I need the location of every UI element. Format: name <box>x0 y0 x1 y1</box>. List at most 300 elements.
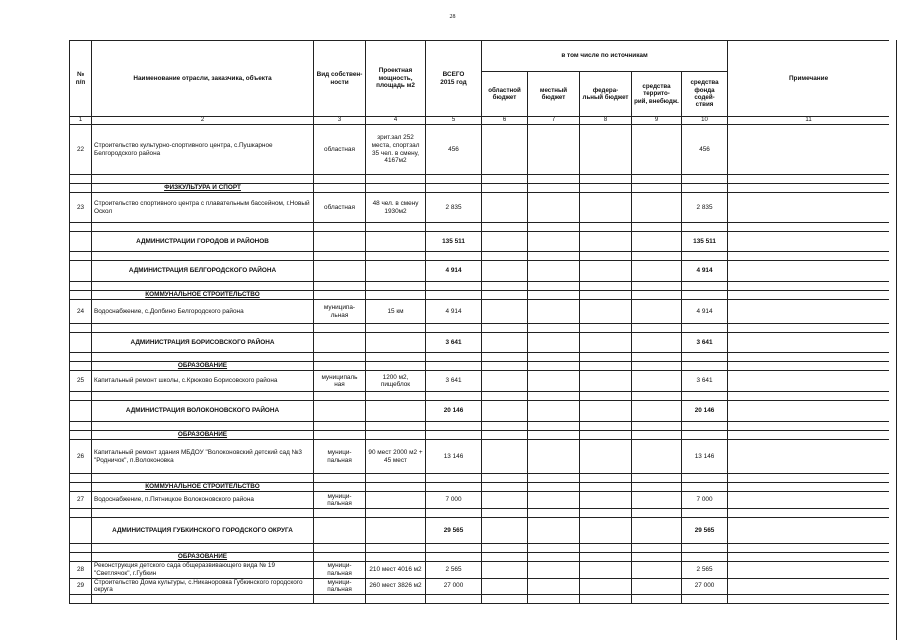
empty-cell <box>366 252 426 261</box>
empty-cell <box>632 518 682 544</box>
row-number: 23 <box>70 193 92 223</box>
empty-cell <box>632 553 682 562</box>
empty-cell <box>314 392 366 401</box>
empty-cell <box>528 401 580 422</box>
empty-cell <box>580 184 632 193</box>
assistance-fund: 4 914 <box>682 300 728 324</box>
empty-cell <box>632 282 682 291</box>
empty-cell <box>482 333 528 353</box>
empty-cell <box>482 261 528 282</box>
empty-cell <box>580 431 632 440</box>
empty-cell <box>682 324 728 333</box>
note <box>728 333 889 353</box>
empty-cell <box>682 282 728 291</box>
empty-cell <box>482 291 528 300</box>
project-capacity: 90 мест 2000 м2 + 45 мест <box>366 440 426 474</box>
empty-cell <box>528 232 580 252</box>
section-title: КОММУНАЛЬНОЕ СТРОИТЕЛЬСТВО <box>92 291 314 300</box>
note <box>728 440 889 474</box>
project-capacity <box>366 401 426 422</box>
empty-cell <box>728 353 889 362</box>
federal-budget <box>580 193 632 223</box>
ownership-type: муниципаль ная <box>314 371 366 392</box>
table-row-blank <box>70 282 890 291</box>
header-capacity: Проектная мощность, площадь м2 <box>366 41 426 117</box>
empty-cell <box>580 261 632 282</box>
empty-cell <box>366 474 426 483</box>
empty-cell <box>682 594 728 603</box>
table-row-blank <box>70 392 890 401</box>
empty-cell <box>366 544 426 553</box>
empty-cell <box>728 175 889 184</box>
row-number: 22 <box>70 125 92 175</box>
table-row-item <box>70 492 890 509</box>
empty-cell <box>580 333 632 353</box>
empty-cell <box>426 324 482 333</box>
assistance-fund: 7 000 <box>682 492 728 509</box>
empty-cell <box>366 291 426 300</box>
regional-budget <box>482 578 528 594</box>
row-number <box>70 518 92 544</box>
ownership-type <box>314 261 366 282</box>
empty-cell <box>92 422 314 431</box>
table-row-section <box>70 431 890 440</box>
table-row-blank <box>70 175 890 184</box>
project-capacity <box>366 261 426 282</box>
empty-cell <box>482 483 528 492</box>
row-number: 26 <box>70 440 92 474</box>
table-row-total <box>70 401 890 422</box>
column-number: 1 <box>70 117 92 125</box>
row-number <box>70 553 92 562</box>
empty-cell <box>580 223 632 232</box>
assistance-fund: 135 511 <box>682 232 728 252</box>
empty-cell <box>682 252 728 261</box>
project-capacity: 15 км <box>366 300 426 324</box>
header-sources-group: в том числе по источникам <box>482 41 728 72</box>
empty-cell <box>314 362 366 371</box>
project-capacity <box>366 232 426 252</box>
empty-cell <box>92 544 314 553</box>
empty-cell <box>482 232 528 252</box>
local-budget <box>528 440 580 474</box>
note <box>728 232 889 252</box>
administration-title: АДМИНИСТРАЦИЯ БЕЛГОРОДСКОГО РАЙОНА <box>92 261 314 282</box>
note <box>728 371 889 392</box>
empty-cell <box>580 353 632 362</box>
empty-cell <box>528 261 580 282</box>
federal-budget <box>580 578 632 594</box>
table-row-blank <box>70 324 890 333</box>
empty-cell <box>528 474 580 483</box>
ownership-type <box>314 401 366 422</box>
header-local: местный бюджет <box>528 72 580 117</box>
empty-cell <box>682 422 728 431</box>
assistance-fund: 27 000 <box>682 578 728 594</box>
empty-cell <box>728 483 889 492</box>
table-row-section <box>70 291 890 300</box>
column-number: 10 <box>682 117 728 125</box>
total-2015: 2 835 <box>426 193 482 223</box>
empty-cell <box>580 232 632 252</box>
row-number <box>70 483 92 492</box>
empty-cell <box>482 353 528 362</box>
empty-cell <box>314 431 366 440</box>
assistance-fund: 29 565 <box>682 518 728 544</box>
empty-cell <box>314 324 366 333</box>
row-number <box>70 291 92 300</box>
empty-cell <box>632 252 682 261</box>
table-row-item <box>70 193 890 223</box>
table-row-blank <box>70 594 890 603</box>
local-budget <box>528 562 580 578</box>
empty-cell <box>366 594 426 603</box>
territorial-funds <box>632 562 682 578</box>
empty-cell <box>366 175 426 184</box>
administration-title: АДМИНИСТРАЦИЯ ВОЛОКОНОВСКОГО РАЙОНА <box>92 401 314 422</box>
header-num: № п/п <box>70 41 92 117</box>
empty-cell <box>314 184 366 193</box>
territorial-funds <box>632 578 682 594</box>
column-number: 3 <box>314 117 366 125</box>
empty-cell <box>366 282 426 291</box>
empty-cell <box>580 553 632 562</box>
empty-cell <box>426 474 482 483</box>
empty-cell <box>70 353 92 362</box>
note <box>728 578 889 594</box>
project-capacity: 48 чел. в смену 1930м2 <box>366 193 426 223</box>
regional-budget <box>482 562 528 578</box>
federal-budget <box>580 371 632 392</box>
empty-cell <box>528 282 580 291</box>
territorial-funds <box>632 371 682 392</box>
empty-cell <box>528 223 580 232</box>
empty-cell <box>580 509 632 518</box>
empty-cell <box>580 401 632 422</box>
column-number: 9 <box>632 117 682 125</box>
empty-cell <box>580 175 632 184</box>
empty-cell <box>632 474 682 483</box>
empty-cell <box>528 184 580 193</box>
right-margin-line <box>896 40 897 640</box>
row-number <box>70 333 92 353</box>
ownership-type: областная <box>314 193 366 223</box>
assistance-fund: 4 914 <box>682 261 728 282</box>
project-capacity <box>366 492 426 509</box>
empty-cell <box>482 175 528 184</box>
empty-cell <box>366 223 426 232</box>
empty-cell <box>70 594 92 603</box>
empty-cell <box>528 553 580 562</box>
total-2015: 3 641 <box>426 371 482 392</box>
empty-cell <box>580 422 632 431</box>
table-row-item <box>70 371 890 392</box>
project-capacity <box>366 518 426 544</box>
empty-cell <box>728 362 889 371</box>
empty-cell <box>528 518 580 544</box>
empty-cell <box>426 544 482 553</box>
empty-cell <box>728 553 889 562</box>
empty-cell <box>366 553 426 562</box>
empty-cell <box>728 282 889 291</box>
empty-cell <box>528 431 580 440</box>
ownership-type <box>314 518 366 544</box>
empty-cell <box>366 362 426 371</box>
table-row-item <box>70 562 890 578</box>
empty-cell <box>70 252 92 261</box>
column-number: 2 <box>92 117 314 125</box>
empty-cell <box>92 324 314 333</box>
empty-cell <box>482 392 528 401</box>
row-number <box>70 362 92 371</box>
row-number: 24 <box>70 300 92 324</box>
table-row-item <box>70 440 890 474</box>
empty-cell <box>632 333 682 353</box>
empty-cell <box>632 232 682 252</box>
empty-cell <box>366 422 426 431</box>
local-budget <box>528 300 580 324</box>
empty-cell <box>482 252 528 261</box>
column-number: 11 <box>728 117 889 125</box>
header-total: ВСЕГО 2015 год <box>426 41 482 117</box>
column-number: 6 <box>482 117 528 125</box>
table-row-blank <box>70 353 890 362</box>
note <box>728 193 889 223</box>
empty-cell <box>366 392 426 401</box>
empty-cell <box>728 509 889 518</box>
empty-cell <box>682 184 728 193</box>
empty-cell <box>92 282 314 291</box>
table-row-total <box>70 333 890 353</box>
project-capacity: 210 мест 4016 м2 <box>366 562 426 578</box>
column-number: 4 <box>366 117 426 125</box>
empty-cell <box>528 594 580 603</box>
empty-cell <box>92 392 314 401</box>
header-name: Наименование отрасли, заказчика, объекта <box>92 41 314 117</box>
header-territorial: средства террито- рий, внебюдж. <box>632 72 682 117</box>
empty-cell <box>426 553 482 562</box>
empty-cell <box>92 175 314 184</box>
object-name: Водоснабжение, п.Пятницкое Волоконовского района <box>92 492 314 509</box>
total-2015: 456 <box>426 125 482 175</box>
empty-cell <box>528 175 580 184</box>
federal-budget <box>580 300 632 324</box>
regional-budget <box>482 440 528 474</box>
empty-cell <box>528 362 580 371</box>
empty-cell <box>632 353 682 362</box>
empty-cell <box>632 261 682 282</box>
empty-cell <box>580 282 632 291</box>
assistance-fund: 3 641 <box>682 333 728 353</box>
local-budget <box>528 125 580 175</box>
table-row-blank <box>70 474 890 483</box>
empty-cell <box>482 422 528 431</box>
section-title: ФИЗКУЛЬТУРА И СПОРТ <box>92 184 314 193</box>
assistance-fund: 20 146 <box>682 401 728 422</box>
total-2015: 4 914 <box>426 300 482 324</box>
empty-cell <box>580 362 632 371</box>
column-number: 7 <box>528 117 580 125</box>
local-budget <box>528 492 580 509</box>
column-number: 8 <box>580 117 632 125</box>
note <box>728 562 889 578</box>
empty-cell <box>426 175 482 184</box>
empty-cell <box>632 392 682 401</box>
empty-cell <box>528 353 580 362</box>
empty-cell <box>728 252 889 261</box>
object-name: Строительство спортивного центра с плавательным бассейном, г.Новый Оскол <box>92 193 314 223</box>
empty-cell <box>70 282 92 291</box>
empty-cell <box>70 509 92 518</box>
empty-cell <box>728 431 889 440</box>
empty-cell <box>528 252 580 261</box>
empty-cell <box>528 483 580 492</box>
empty-cell <box>314 509 366 518</box>
header-ownership: Вид собствен- ности <box>314 41 366 117</box>
ownership-type: муници- пальная <box>314 578 366 594</box>
empty-cell <box>366 509 426 518</box>
territorial-funds <box>632 492 682 509</box>
empty-cell <box>632 223 682 232</box>
empty-cell <box>580 291 632 300</box>
table-row-section <box>70 362 890 371</box>
empty-cell <box>528 291 580 300</box>
empty-cell <box>426 483 482 492</box>
section-title: ОБРАЗОВАНИЕ <box>92 431 314 440</box>
empty-cell <box>426 594 482 603</box>
empty-cell <box>632 175 682 184</box>
assistance-fund: 456 <box>682 125 728 175</box>
empty-cell <box>632 184 682 193</box>
header-row-top <box>70 41 890 72</box>
budget-table <box>69 40 889 604</box>
table-row-blank <box>70 509 890 518</box>
empty-cell <box>426 362 482 371</box>
section-title: КОММУНАЛЬНОЕ СТРОИТЕЛЬСТВО <box>92 483 314 492</box>
empty-cell <box>314 483 366 492</box>
empty-cell <box>682 431 728 440</box>
object-name: Водоснабжение, с.Долбино Белгородского района <box>92 300 314 324</box>
empty-cell <box>682 175 728 184</box>
row-number: 25 <box>70 371 92 392</box>
empty-cell <box>426 353 482 362</box>
federal-budget <box>580 125 632 175</box>
total-2015: 13 146 <box>426 440 482 474</box>
assistance-fund: 13 146 <box>682 440 728 474</box>
administration-title: АДМИНИСТРАЦИЯ ГУБКИНСКОГО ГОРОДСКОГО ОКРУГА <box>92 518 314 544</box>
column-number-row <box>70 117 890 125</box>
empty-cell <box>580 474 632 483</box>
table-row-total <box>70 518 890 544</box>
table-row-total <box>70 232 890 252</box>
local-budget <box>528 578 580 594</box>
empty-cell <box>314 474 366 483</box>
empty-cell <box>580 594 632 603</box>
empty-cell <box>728 291 889 300</box>
empty-cell <box>728 544 889 553</box>
empty-cell <box>314 252 366 261</box>
empty-cell <box>632 483 682 492</box>
empty-cell <box>632 431 682 440</box>
ownership-type: муниципа- льная <box>314 300 366 324</box>
row-number: 29 <box>70 578 92 594</box>
empty-cell <box>682 223 728 232</box>
empty-cell <box>366 483 426 492</box>
local-budget <box>528 371 580 392</box>
empty-cell <box>682 509 728 518</box>
local-budget <box>528 193 580 223</box>
row-number <box>70 232 92 252</box>
empty-cell <box>632 362 682 371</box>
empty-cell <box>632 594 682 603</box>
empty-cell <box>528 422 580 431</box>
object-name: Строительство Дома культуры, с.Никаноровка Губкинского городского округа <box>92 578 314 594</box>
empty-cell <box>728 184 889 193</box>
budget-table-wrapper <box>69 40 889 640</box>
header-regional: областной бюджет <box>482 72 528 117</box>
empty-cell <box>528 324 580 333</box>
empty-cell <box>728 392 889 401</box>
row-number <box>70 261 92 282</box>
header-fund: средства фонда содей- ствия <box>682 72 728 117</box>
empty-cell <box>580 518 632 544</box>
object-name: Реконструкция детского сада общеразвивающего вида № 19 "Светлячок", г.Губкин <box>92 562 314 578</box>
ownership-type: областная <box>314 125 366 175</box>
assistance-fund: 3 641 <box>682 371 728 392</box>
regional-budget <box>482 371 528 392</box>
empty-cell <box>314 282 366 291</box>
empty-cell <box>70 223 92 232</box>
empty-cell <box>632 544 682 553</box>
empty-cell <box>528 544 580 553</box>
empty-cell <box>366 353 426 362</box>
note <box>728 261 889 282</box>
empty-cell <box>482 324 528 333</box>
empty-cell <box>728 223 889 232</box>
empty-cell <box>426 282 482 291</box>
row-number <box>70 401 92 422</box>
empty-cell <box>70 175 92 184</box>
empty-cell <box>482 401 528 422</box>
empty-cell <box>482 553 528 562</box>
empty-cell <box>682 392 728 401</box>
regional-budget <box>482 300 528 324</box>
empty-cell <box>482 509 528 518</box>
row-number: 27 <box>70 492 92 509</box>
empty-cell <box>682 544 728 553</box>
empty-cell <box>482 544 528 553</box>
federal-budget <box>580 492 632 509</box>
total-2015: 29 565 <box>426 518 482 544</box>
total-2015: 2 565 <box>426 562 482 578</box>
row-number: 28 <box>70 562 92 578</box>
header-note: Примечание <box>728 41 889 117</box>
empty-cell <box>70 474 92 483</box>
empty-cell <box>632 422 682 431</box>
empty-cell <box>482 362 528 371</box>
empty-cell <box>728 324 889 333</box>
ownership-type <box>314 333 366 353</box>
empty-cell <box>366 184 426 193</box>
table-row-item <box>70 300 890 324</box>
table-row-total <box>70 261 890 282</box>
assistance-fund: 2 565 <box>682 562 728 578</box>
empty-cell <box>70 324 92 333</box>
regional-budget <box>482 125 528 175</box>
empty-cell <box>682 353 728 362</box>
table-row-section <box>70 483 890 492</box>
empty-cell <box>728 594 889 603</box>
